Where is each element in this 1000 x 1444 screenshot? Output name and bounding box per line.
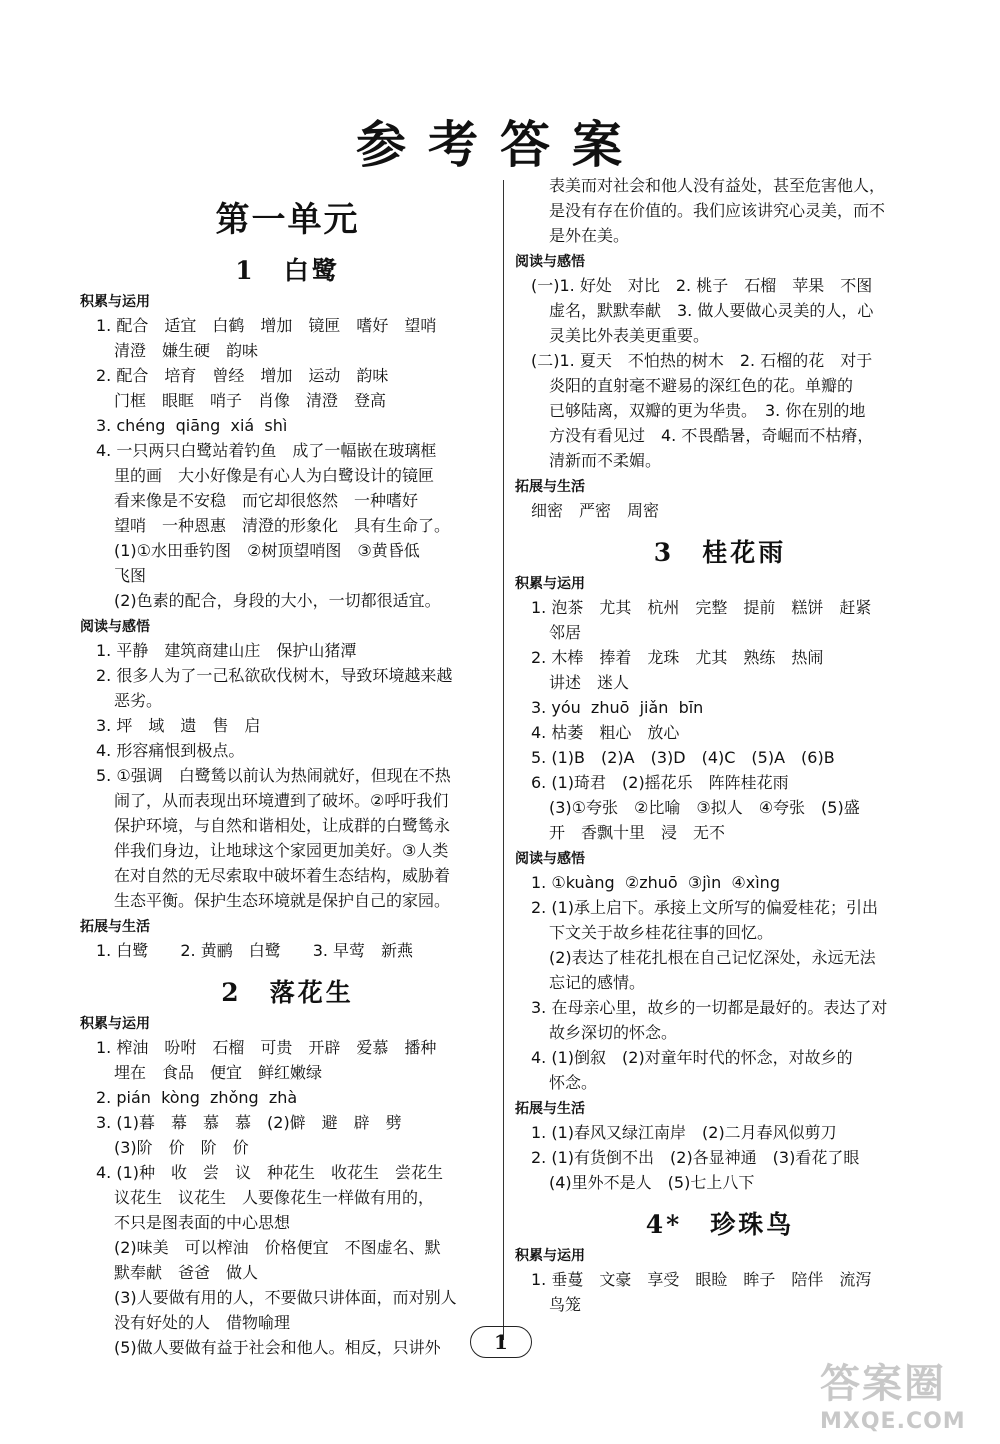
answer-line: 4. (1)倒叙 (2)对童年时代的怀念，对故乡的 <box>531 1048 853 1067</box>
answer-line-continuation: 议花生 议花生 人要像花生一样做有用的， <box>114 1188 435 1207</box>
answer-line: 细密 严密 周密 <box>531 501 660 520</box>
answer-line-continuation: (2)味美 可以榨油 价格便宜 不图虚名、默 <box>114 1238 441 1257</box>
answer-line: 5. ①强调 白鹭鸶以前认为热闹就好，但现在不热 <box>96 766 451 785</box>
answer-line-continuation: 生态平衡。保护生态环境就是保护自己的家园。 <box>114 891 451 910</box>
unit-title: 第一单元 <box>215 200 360 240</box>
answer-line: 1. 白鹭 2. 黄鹂 白鹭 3. 早莺 新燕 <box>96 941 414 960</box>
answer-line: 1. 垂蔓 文豪 享受 眼睑 眸子 陪伴 流泻 <box>531 1270 872 1289</box>
section-heading: 积累与运用 <box>515 1248 585 1264</box>
answer-line-continuation: 里的画 大小好像是有心人为白鹭设计的镜匣 <box>114 466 435 485</box>
answer-line-continuation: (3)①夸张 ②比喻 ③拟人 ④夸张 (5)盛 <box>549 798 860 817</box>
answer-line: 4. (1)种 收 尝 议 种花生 收花生 尝花生 <box>96 1163 444 1182</box>
answer-line: 6. (1)琦君 (2)摇花乐 阵阵桂花雨 <box>531 773 789 792</box>
answer-line: (一)1. 好处 对比 2. 桃子 石榴 苹果 不图 <box>531 276 873 295</box>
answer-line-continuation: (2)表达了桂花扎根在自己记忆深处，永远无法 <box>549 948 876 967</box>
answer-line: 2. (1)承上启下。承接上文所写的偏爱桂花；引出 <box>531 898 879 917</box>
answer-line-continuation: (5)做人要做有益于社会和他人。相反，只讲外 <box>114 1338 441 1357</box>
answer-line: 1. 平静 建筑商建山庄 保护山猪潭 <box>96 641 357 660</box>
answer-line: 3. chéng qiāng xiá shì <box>96 416 288 435</box>
answer-line-continuation: 默奉献 爸爸 做人 <box>114 1263 259 1282</box>
section-heading: 积累与运用 <box>80 294 150 310</box>
column-divider <box>503 180 504 1340</box>
answer-line-continuation: 方没有看见过 4. 不畏酷暑，奇崛而不枯瘠， <box>549 426 874 445</box>
answer-line-continuation: 灵美比外表美更重要。 <box>549 326 710 345</box>
answer-line-continuation: (1)①水田垂钓图 ②树顶望哨图 ③黄昏低 <box>114 541 420 560</box>
answer-line-continuation: 鸟笼 <box>549 1295 582 1314</box>
answer-line: 4. 一只两只白鹭站着钓鱼 成了一幅嵌在玻璃框 <box>96 441 437 460</box>
answer-line-continuation: 没有好处的人 借物喻理 <box>114 1313 291 1332</box>
lesson-title: 1 白鹭 <box>235 256 340 285</box>
watermark-logo-text: 答案圈 <box>820 1361 946 1407</box>
answer-line: 5. (1)B (2)A (3)D (4)C (5)A (6)B <box>531 748 835 767</box>
answer-line-continuation: 闹了，从而表现出环境遭到了破坏。②呼吁我们 <box>114 791 449 810</box>
answer-line: 2. (1)有货倒不出 (2)各显神通 (3)看花了眼 <box>531 1148 860 1167</box>
answer-line-continuation: 怀念。 <box>549 1073 598 1092</box>
answer-line-continuation: 保护环境，与自然和谐相处，让成群的白鹭鸶永 <box>114 816 451 835</box>
answer-line-continuation: (3)人要做有用的人，不要做只讲体面，而对别人 <box>114 1288 457 1307</box>
answer-line: 2. pián kòng zhǒng zhà <box>96 1088 298 1107</box>
page-title: 参考答案 <box>356 115 644 174</box>
answer-line-continuation: (4)里外不是人 (5)七上八下 <box>549 1173 755 1192</box>
answer-line: 3. 坪 域 遗 售 启 <box>96 716 261 735</box>
answer-line: (二)1. 夏天 不怕热的树木 2. 石榴的花 对于 <box>531 351 873 370</box>
lesson-title: 3 桂花雨 <box>653 538 787 567</box>
answer-line: 1. 榨油 吩咐 石榴 可贵 开辟 爱慕 播种 <box>96 1038 437 1057</box>
answer-line-continuation: 表美而对社会和他人没有益处，甚至危害他人， <box>549 176 886 195</box>
section-heading: 拓展与生活 <box>515 1101 585 1117</box>
answer-line-continuation: 埋在 食品 便宜 鲜红嫩绿 <box>114 1063 323 1082</box>
answer-line-continuation: 看来像是不安稳 而它却很悠然 一种嗜好 <box>114 491 419 510</box>
answer-line: 2. 木棒 捧着 龙珠 尤其 熟练 热闹 <box>531 648 824 667</box>
answer-line-continuation: 讲述 迷人 <box>549 673 630 692</box>
answer-line-continuation: 飞图 <box>114 566 147 585</box>
lesson-title: 2 落花生 <box>221 978 354 1007</box>
lesson-title: 4* 珍珠鸟 <box>645 1210 795 1239</box>
answer-line-continuation: 虚名，默默奉献 3. 做人要做心灵美的人，心 <box>549 301 874 320</box>
answer-line-continuation: 是没有存在价值的。我们应该讲究心灵美，而不 <box>549 201 886 220</box>
section-heading: 积累与运用 <box>80 1016 150 1032</box>
left-column <box>80 180 495 1360</box>
answer-line-continuation: 邻居 <box>549 623 582 642</box>
answer-line: 1. ①kuàng ②zhuō ③jìn ④xìng <box>531 873 780 892</box>
answer-line: 2. 很多人为了一己私欲砍伐树木，导致环境越来越 <box>96 666 453 685</box>
answer-line: 3. 在母亲心里，故乡的一切都是最好的。表达了对 <box>531 998 888 1017</box>
answer-line: 1. 泡茶 尤其 杭州 完整 提前 糕饼 赶紧 <box>531 598 872 617</box>
answer-line: 1. (1)春风又绿江南岸 (2)二月春风似剪刀 <box>531 1123 837 1142</box>
answer-line-continuation: 是外在美。 <box>549 226 630 245</box>
watermark-url: MXQE.COM <box>820 1409 966 1434</box>
answer-line-continuation: 清新而不柔媚。 <box>549 451 662 470</box>
answer-line: 3. (1)暮 幕 慕 慕 (2)僻 避 辟 劈 <box>96 1113 402 1132</box>
answer-line-continuation: 恶劣。 <box>114 691 163 710</box>
answer-line: 2. 配合 培育 曾经 增加 运动 韵味 <box>96 366 389 385</box>
section-heading: 阅读与感悟 <box>515 851 585 867</box>
section-heading: 拓展与生活 <box>515 479 585 495</box>
watermark-logo <box>820 1352 990 1432</box>
answer-line: 3. yóu zhuō jiǎn bīn <box>531 698 704 717</box>
answer-line-continuation: 伴我们身边，让地球这个家园更加美好。③人类 <box>114 841 449 860</box>
answer-line-continuation: 在对自然的无尽索取中破坏着生态结构，威胁着 <box>114 866 451 885</box>
answer-line: 4. 枯萎 粗心 放心 <box>531 723 680 742</box>
answer-line-continuation: 望哨 一种恩惠 清澄的形象化 具有生命了。 <box>114 516 451 535</box>
section-heading: 拓展与生活 <box>80 919 150 935</box>
answer-line-continuation: 已够陆离，双瓣的更为华贵。 3. 你在别的地 <box>549 401 866 420</box>
page-number: 1 <box>470 1326 532 1358</box>
section-heading: 阅读与感悟 <box>80 619 150 635</box>
answer-line-continuation: 故乡深切的怀念。 <box>549 1023 678 1042</box>
answer-line-continuation: 开 香飘十里 浸 无不 <box>549 823 726 842</box>
answer-line-continuation: 下文关于故乡桂花往事的回忆。 <box>549 923 774 942</box>
answer-line-continuation: 不只是图表面的中心思想 <box>114 1213 291 1232</box>
answer-line: 1. 配合 适宜 白鹤 增加 镜匣 嗜好 望哨 <box>96 316 437 335</box>
answer-line-continuation: 炎阳的直射毫不避易的深红色的花。单瓣的 <box>549 376 854 395</box>
answer-line-continuation: 清澄 嫌生硬 韵味 <box>114 341 259 360</box>
answer-line-continuation: (3)阶 价 阶 价 <box>114 1138 249 1157</box>
answer-line-continuation: (2)色素的配合，身段的大小，一切都很适宜。 <box>114 591 441 610</box>
right-column <box>515 173 925 1317</box>
answer-line: 4. 形容痛恨到极点。 <box>96 741 245 760</box>
section-heading: 积累与运用 <box>515 576 585 592</box>
answer-line-continuation: 忘记的感情。 <box>549 973 646 992</box>
section-heading: 阅读与感悟 <box>515 254 585 270</box>
answer-line-continuation: 门框 眼眶 哨子 肖像 清澄 登高 <box>114 391 387 410</box>
